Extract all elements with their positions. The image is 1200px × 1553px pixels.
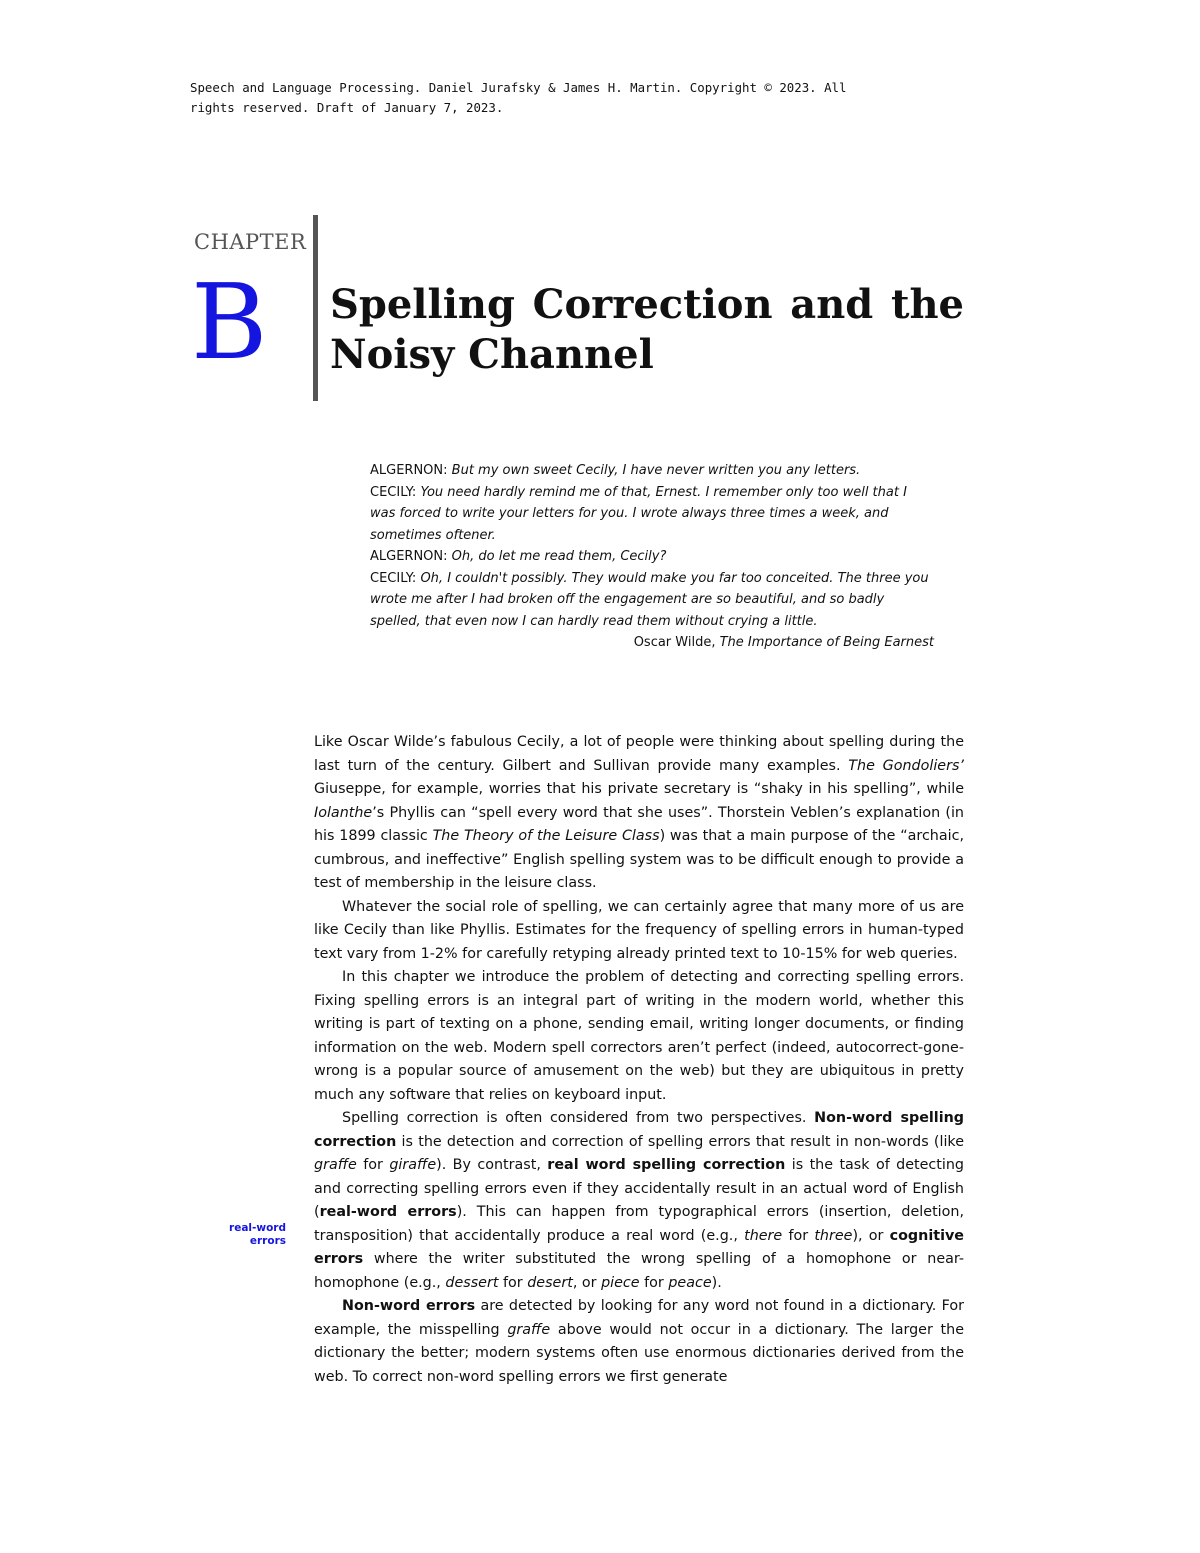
text-run: is the detection and correction of spelling errors that result in non-words (like [396, 1133, 964, 1150]
text-run: ). [711, 1274, 722, 1291]
italic-run: dessert [445, 1274, 499, 1291]
epigraph-speech: But my own sweet Cecily, I have never written you any letters. [451, 463, 861, 478]
text-run: ). This can happen from typographical errors (insertion, deletion, transposition) that accidentally produce a real word (e.g., [314, 1204, 964, 1244]
chapter-title: Spelling Correction and the Noisy Channel [330, 281, 964, 378]
text-run: , or [572, 1274, 602, 1291]
text-run: for [498, 1274, 528, 1291]
text-run: for [782, 1227, 815, 1244]
margin-note-line: errors [249, 1235, 286, 1247]
epigraph-line [370, 482, 934, 547]
paragraph-1 [314, 731, 964, 896]
italic-run: peace [668, 1274, 712, 1291]
epigraph-line [370, 546, 934, 568]
epigraph-attribution [370, 632, 934, 654]
chapter-divider [313, 215, 318, 401]
italic-run: The Theory of the Leisure Class [432, 828, 660, 844]
paragraph-5 [314, 1295, 964, 1389]
body-text [314, 731, 964, 1389]
chapter-label: CHAPTER [194, 230, 307, 254]
text-run: ). By contrast, [436, 1157, 548, 1173]
chapter-letter: B [191, 261, 268, 383]
epigraph-line [370, 568, 934, 633]
epigraph-line [370, 460, 934, 482]
paragraph-4 [314, 1107, 964, 1295]
text-run: Like Oscar Wilde’s fabulous Cecily, a lot of people were thinking about spelling during the last turn of the century. Gilbert and Sullivan provide many examples. [314, 734, 964, 774]
italic-run: graffe [507, 1321, 551, 1338]
header-line-2: rights reserved. Draft of January 7, 2023. [190, 100, 504, 115]
italic-run: three [814, 1227, 853, 1244]
epigraph-speaker: ALGERNON: [370, 549, 448, 564]
text-run: for [356, 1157, 390, 1173]
epigraph-speaker: CECILY: [370, 570, 417, 586]
term-run: Non-word errors [342, 1298, 476, 1314]
paragraph-2: Whatever the social role of spelling, we can certainly agree that many more of us are like Cecily than like Phyllis. Estimates for the frequency of spelling errors in human-typed text vary from 1-2% for carefully retyping already printed text to 10-15% for web queries. [314, 898, 964, 962]
italic-run: desert [527, 1274, 573, 1291]
italic-run: there [744, 1227, 783, 1244]
text-run: are detected by looking for any word not found in a dictionary. For example, the misspelling [314, 1298, 964, 1338]
term-run: Non-word spelling correction [314, 1110, 965, 1150]
epigraph-work: The Importance of Being Earnest [719, 635, 934, 650]
epigraph-speaker: CECILY: [370, 484, 417, 500]
running-header [190, 78, 970, 118]
italic-run: giraffe [389, 1157, 437, 1173]
header-line-1: Speech and Language Processing. Daniel Jurafsky & James H. Martin. Copyright © 2023. All [190, 80, 847, 95]
term-run: cognitive errors [314, 1227, 964, 1267]
epigraph-author: Oscar Wilde, [633, 635, 716, 650]
text-run: ) was that a main purpose of the “archaic, cumbrous, and ineffective” English spelling system was to be difficult enough to provide a test of membership in the leisure class. [314, 828, 964, 891]
margin-note-line: real-word [229, 1222, 286, 1234]
text-run: where the writer substituted the wrong spelling of a homophone or near-homophone (e.g., [314, 1251, 964, 1291]
term-run: real-word errors [319, 1204, 457, 1220]
term-run: real word spelling correction [547, 1157, 786, 1173]
text-run: above would not occur in a dictionary. The larger the dictionary the better; modern systems often use enormous dictionaries derived from the web. To correct non-word spelling errors we first generate [314, 1321, 964, 1385]
epigraph-speaker: ALGERNON: [370, 463, 448, 478]
epigraph-speech: You need hardly remind me of that, Ernest. I remember only too well that I was forced to write your letters for you. I wrote always three times a week, and sometimes oftener. [370, 484, 907, 543]
italic-run: graffe [314, 1157, 357, 1173]
italic-run: The Gondoliers’ [848, 757, 964, 774]
text-run: ’s Phyllis can “spell every word that she uses”. Thorstein Veblen’s explanation (in his 1899 classic [314, 804, 964, 844]
text-run: Spelling correction is often considered from two perspectives. [342, 1110, 815, 1126]
italic-run: Iolanthe [314, 804, 373, 821]
epigraph [370, 460, 934, 654]
margin-note [190, 1222, 286, 1248]
text-run: Giuseppe, for example, worries that his private secretary is “shaky in his spelling”, while [314, 781, 964, 797]
text-run: for [639, 1274, 669, 1291]
paragraph-3: In this chapter we introduce the problem of detecting and correcting spelling errors. Fixing spelling errors is an integral part of writing in the modern world, whether this writing is part of texting on a phone, sending email, writing longer documents, or finding information on the web. Modern spell correctors aren’t perfect (indeed, autocorrect-gone-wrong is a popular source of amusement on the web) but they are ubiquitous in pretty much any software that relies on keyboard input. [314, 969, 964, 1103]
epigraph-speech: Oh, I couldn't possibly. They would make you far too conceited. The three you wrote me after I had broken off the engagement are so beautiful, and so badly spelled, that even now I can hardly read them without crying a little. [370, 570, 929, 629]
epigraph-speech: Oh, do let me read them, Cecily? [451, 549, 667, 564]
italic-run: piece [601, 1274, 640, 1291]
text-run: ), or [852, 1227, 890, 1244]
text-run: is the task of detecting and correcting spelling errors even if they accidentally result in an actual word of English ( [314, 1157, 964, 1220]
